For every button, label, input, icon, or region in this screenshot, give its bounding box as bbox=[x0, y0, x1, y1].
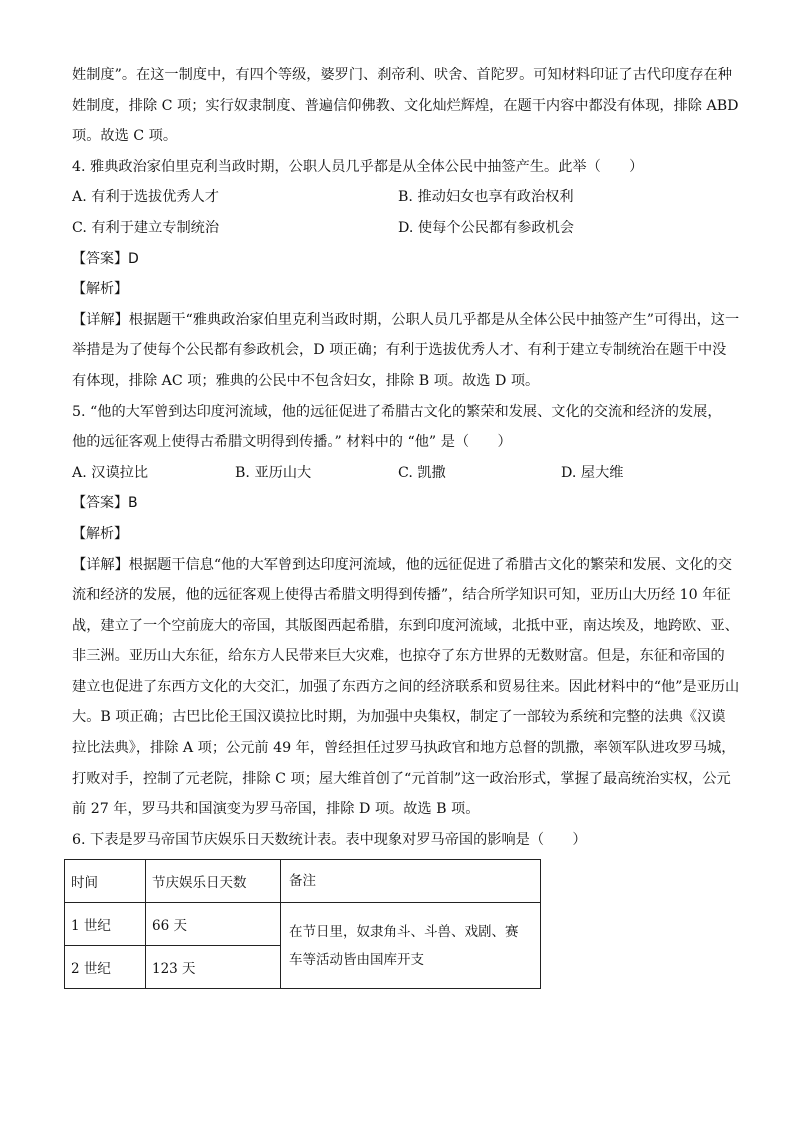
header-cell-days: 节庆娱乐日天数 bbox=[146, 860, 281, 903]
options-row bbox=[72, 458, 724, 489]
text-line: 有体现，排除 AC 项；雅典的公民中不包含妇女，排除 B 项。故选 D 项。 bbox=[72, 372, 540, 389]
analysis-label: 【解析】 bbox=[72, 525, 128, 542]
option-c: C. 有利于建立专制统治 bbox=[72, 219, 220, 236]
cell-days: 66 天 bbox=[146, 903, 281, 946]
text-line: 非三洲。亚历山大东征，给东方人民带来巨大灾难，也掠夺了东方世界的无数财富。但是，东征和帝国的 bbox=[72, 648, 725, 665]
text-line: 项。故选 C 项。 bbox=[72, 128, 178, 145]
question-stem: 5. “他的大军曾到达印度河流域，他的远征促进了希腊古文化的繁荣和发展、文化的交流和经济的发展， bbox=[72, 403, 722, 420]
option-b: B. 推动妇女也享有政治权利 bbox=[398, 189, 574, 206]
festival-days-table bbox=[64, 859, 541, 989]
text-line: 流和经济的发展，他的远征客观上使得古希腊文明得到传播”，结合所学知识可知，亚历山大历经 10 年征 bbox=[72, 587, 731, 604]
option-c: C. 凯撒 bbox=[398, 464, 446, 481]
text-line: 拉比法典》，排除 A 项；公元前 49 年，曾经担任过罗马执政官和地方总督的凯撒，率领军队进攻罗马城， bbox=[72, 740, 736, 757]
cell-time: 2 世纪 bbox=[65, 946, 146, 989]
document-page bbox=[71, 60, 740, 989]
question-6 bbox=[72, 825, 724, 990]
cell-note bbox=[281, 903, 541, 989]
options-row bbox=[72, 182, 724, 213]
options-row bbox=[72, 213, 724, 244]
text-line: 打败对手，控制了元老院，排除 C 项；屋大维首创了“元首制”这一政治形式，掌握了最高统治实权，公元 bbox=[72, 770, 731, 787]
text-line: 【详解】根据题干信息“他的大军曾到达印度河流域，他的远征促进了希腊古文化的繁荣和发展、文化的交 bbox=[72, 556, 732, 573]
question-4 bbox=[72, 152, 740, 397]
question-stem: 他的远征客观上使得古希腊文明得到传播。” 材料中的 “他” 是（ ） bbox=[72, 434, 512, 451]
text-line: 建立也促进了东西方文化的大交汇，加强了东西方之间的经济联系和贸易往来。因此材料中的“他”是亚历山 bbox=[72, 678, 740, 695]
q3-analysis-tail bbox=[72, 60, 739, 152]
answer-label: 【答案】D bbox=[72, 250, 139, 267]
note-line: 在节日里，奴隶角斗、斗兽、戏剧、赛 bbox=[289, 923, 519, 940]
header-cell-time: 时间 bbox=[65, 860, 146, 903]
text-line: 举措是为了使每个公民都有参政机会，D 项正确；有利于选拔优秀人才、有利于建立专制统治在题干中没 bbox=[72, 342, 727, 359]
option-d: D. 屋大维 bbox=[561, 464, 624, 481]
text-line: 前 27 年，罗马共和国演变为罗马帝国，排除 D 项。故选 B 项。 bbox=[72, 801, 480, 818]
question-5 bbox=[72, 397, 740, 825]
text-line: 姓制度”。在这一制度中，有四个等级，婆罗门、刹帝利、吠舍、首陀罗。可知材料印证了古代印度存在种 bbox=[72, 67, 732, 83]
option-a: A. 有利于选拔优秀人才 bbox=[72, 189, 219, 206]
cell-days: 123 天 bbox=[146, 946, 281, 989]
header-cell-note: 备注 bbox=[281, 860, 541, 903]
cell-time: 1 世纪 bbox=[65, 903, 146, 946]
option-a: A. 汉谟拉比 bbox=[72, 464, 149, 481]
text-line: 【详解】根据题干“雅典政治家伯里克利当政时期，公职人员几乎都是从全体公民中抽签产生”可得出，这一 bbox=[72, 311, 740, 328]
question-stem: 4. 雅典政治家伯里克利当政时期，公职人员几乎都是从全体公民中抽签产生。此举（ ） bbox=[72, 158, 644, 175]
analysis-label: 【解析】 bbox=[72, 281, 128, 298]
option-b: B. 亚历山大 bbox=[235, 464, 312, 481]
question-stem: 6. 下表是罗马帝国节庆娱乐日天数统计表。表中现象对罗马帝国的影响是（ ） bbox=[72, 831, 587, 848]
text-line: 战，建立了一个空前庞大的帝国，其版图西起希腊，东到印度河流域，北抵中亚，南达埃及，地跨欧、亚、 bbox=[72, 617, 739, 634]
answer-label: 【答案】B bbox=[72, 495, 138, 512]
text-line: 姓制度，排除 C 项；实行奴隶制度、普遍信仰佛教、文化灿烂辉煌，在题干内容中都没有体现，排除 ABD bbox=[72, 97, 739, 114]
table-row bbox=[65, 903, 541, 946]
option-d: D. 使每个公民都有参政机会 bbox=[398, 219, 574, 236]
note-line: 车等活动皆由国库开支 bbox=[289, 951, 424, 968]
text-line: 大。B 项正确；古巴比伦王国汉谟拉比时期，为加强中央集权，制定了一部较为系统和完整的法典《汉谟 bbox=[72, 709, 726, 726]
table-header-row bbox=[65, 860, 541, 903]
